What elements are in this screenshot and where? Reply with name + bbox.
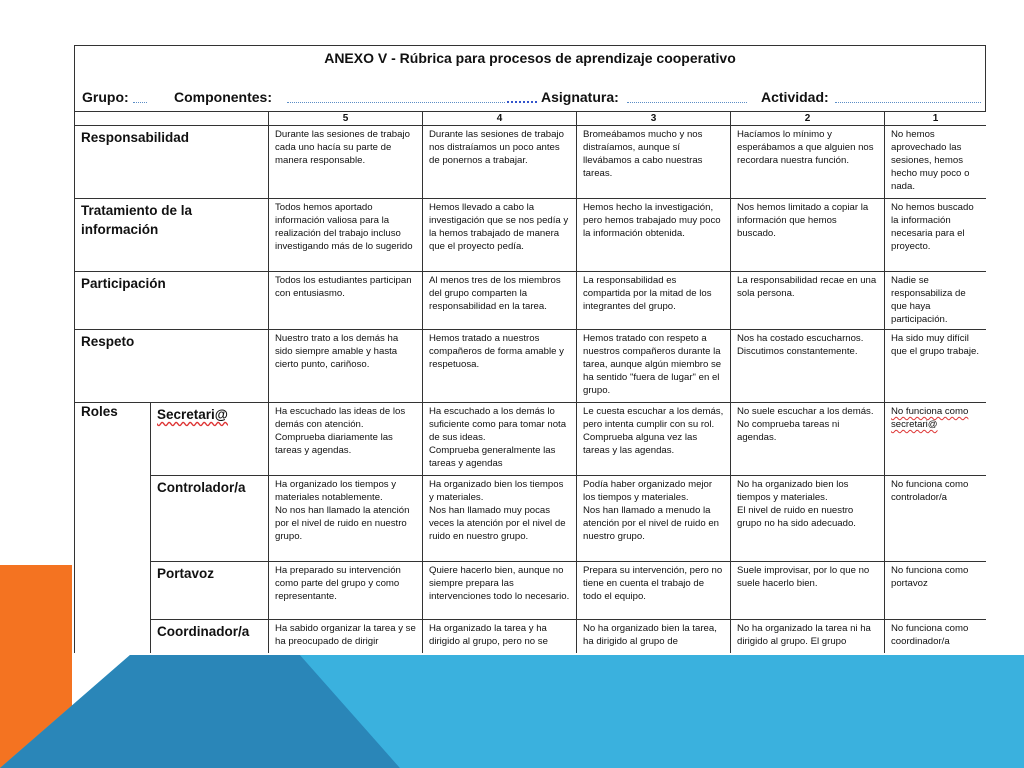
rubric-cell: Durante las sesiones de trabajo nos distraíamos un poco antes de ponernos a trabajar. xyxy=(423,126,577,199)
rubric-cell: Nadie se responsabiliza de que haya participación. xyxy=(885,272,987,330)
rubric-cell: Ha preparado su intervención como parte del grupo y como representante. xyxy=(269,562,423,620)
table-row xyxy=(75,403,987,476)
componentes-field[interactable] xyxy=(287,102,505,103)
asignatura-field[interactable] xyxy=(627,102,747,103)
actividad-field[interactable] xyxy=(835,102,981,103)
rubric-cell-text: No funciona como secretari@ xyxy=(891,406,969,430)
rubric-cell: Hemos tratado con respeto a nuestros compañeros durante la tarea, aunque algún miembro se ha sentido "fuera de lugar" en el grupo. xyxy=(577,330,731,403)
table-row xyxy=(75,126,987,199)
componentes-label: Componentes: xyxy=(174,89,272,105)
rubric-cell: No suele escuchar a los demás. No comprueba tareas ni agendas. xyxy=(731,403,885,476)
rubric-cell: Le cuesta escuchar a los demás, pero intenta cumplir con su rol. Comprueba alguna vez las tareas y las agendas. xyxy=(577,403,731,476)
rubric-cell: Quiere hacerlo bien, aunque no siempre prepara las intervenciones todo lo necesario. xyxy=(423,562,577,620)
rubric-cell: Ha organizado los tiempos y materiales notablemente. No nos han llamado la atención por el nivel de ruido en nuestro grupo. xyxy=(269,476,423,562)
criterion-name: Respeto xyxy=(75,330,269,403)
rubric-cell: No hemos aprovechado las sesiones, hemos hecho muy poco o nada. xyxy=(885,126,987,199)
rubric-cell xyxy=(885,403,987,476)
asignatura-label: Asignatura: xyxy=(541,89,619,105)
table-row xyxy=(75,199,987,272)
criterion-name: Responsabilidad xyxy=(75,126,269,199)
score-header: 3 xyxy=(577,112,731,126)
rubric-header xyxy=(74,45,986,112)
rubric-cell: No ha organizado bien los tiempos y materiales. El nivel de ruido en nuestro grupo no ha sido adecuado. xyxy=(731,476,885,562)
rubric-table xyxy=(74,111,986,653)
rubric-cell: No hemos buscado la información necesaria para el proyecto. xyxy=(885,199,987,272)
score-header: 4 xyxy=(423,112,577,126)
grupo-label: Grupo: xyxy=(82,89,129,105)
rubric-cell: Ha sido muy difícil que el grupo trabaje. xyxy=(885,330,987,403)
rubric-cell: La responsabilidad es compartida por la mitad de los integrantes del grupo. xyxy=(577,272,731,330)
table-row xyxy=(75,620,987,654)
rubric-cell: Ha organizado la tarea y ha dirigido al grupo, pero no se xyxy=(423,620,577,654)
criteria-header-cell xyxy=(75,112,269,126)
actividad-label: Actividad: xyxy=(761,89,829,105)
role-name-text: Secretari@ xyxy=(157,407,228,422)
rubric-cell: Nuestro trato a los demás ha sido siempre amable y hasta cierto punto, cariñoso. xyxy=(269,330,423,403)
score-header-row xyxy=(75,112,987,126)
criterion-name: Participación xyxy=(75,272,269,330)
rubric-cell: Al menos tres de los miembros del grupo comparten la responsabilidad en la tarea. xyxy=(423,272,577,330)
criterion-name: Tratamiento de la información xyxy=(75,199,269,272)
rubric-cell: Hacíamos lo mínimo y esperábamos a que alguien nos recordara nuestra función. xyxy=(731,126,885,199)
rubric-cell: Durante las sesiones de trabajo cada uno hacía su parte de manera responsable. xyxy=(269,126,423,199)
rubric-cell: No ha organizado la tarea ni ha dirigido al grupo. El grupo xyxy=(731,620,885,654)
score-header: 5 xyxy=(269,112,423,126)
rubric-cell: Ha organizado bien los tiempos y materiales. Nos han llamado muy pocas veces la atención por el nivel de ruido en nuestro grupo. xyxy=(423,476,577,562)
rubric-cell: Ha escuchado las ideas de los demás con atención. Comprueba diariamente las tareas y agendas. xyxy=(269,403,423,476)
table-row xyxy=(75,330,987,403)
rubric-cell: Suele improvisar, por lo que no suele hacerlo bien. xyxy=(731,562,885,620)
rubric-cell: Hemos tratado a nuestros compañeros de forma amable y respetuosa. xyxy=(423,330,577,403)
rubric-cell: No funciona como controlador/a xyxy=(885,476,987,562)
score-header: 1 xyxy=(885,112,987,126)
table-row xyxy=(75,476,987,562)
rubric-document xyxy=(74,45,986,653)
rubric-cell: Todos los estudiantes participan con entusiasmo. xyxy=(269,272,423,330)
role-name xyxy=(151,403,269,476)
rubric-cell: Podía haber organizado mejor los tiempos y materiales. Nos han llamado a menudo la atención por el nivel de ruido en nuestro grupo. xyxy=(577,476,731,562)
rubric-cell: Nos ha costado escucharnos. Discutimos constantemente. xyxy=(731,330,885,403)
rubric-cell: Ha escuchado a los demás lo suficiente como para tomar nota de sus ideas. Comprueba generalmente las tareas y agendas xyxy=(423,403,577,476)
rubric-cell: Nos hemos limitado a copiar la información que hemos buscado. xyxy=(731,199,885,272)
rubric-cell: La responsabilidad recae en una sola persona. xyxy=(731,272,885,330)
role-name: Controlador/a xyxy=(151,476,269,562)
blue-light-triangle xyxy=(300,655,1024,768)
rubric-cell: Ha sabido organizar la tarea y se ha preocupado de dirigir xyxy=(269,620,423,654)
table-row xyxy=(75,562,987,620)
score-header: 2 xyxy=(731,112,885,126)
roles-label: Roles xyxy=(75,403,151,654)
rubric-title: ANEXO V - Rúbrica para procesos de aprendizaje cooperativo xyxy=(324,50,736,66)
grupo-field[interactable] xyxy=(133,102,147,103)
rubric-cell: Hemos hecho la investigación, pero hemos trabajado muy poco la información obtenida. xyxy=(577,199,731,272)
rubric-cell: Bromeábamos mucho y nos distraíamos, aunque sí llevábamos a cabo nuestras tareas. xyxy=(577,126,731,199)
table-row xyxy=(75,272,987,330)
rubric-cell: Todos hemos aportado información valiosa para la realización del trabajo incluso investigando más de lo sugerido xyxy=(269,199,423,272)
rubric-cell: No funciona como coordinador/a xyxy=(885,620,987,654)
spellcheck-mark xyxy=(507,101,537,103)
rubric-cell: Hemos llevado a cabo la investigación que se nos pedía y la hemos trabajado de manera que el proyecto pedía. xyxy=(423,199,577,272)
role-name: Portavoz xyxy=(151,562,269,620)
rubric-cell: Prepara su intervención, pero no tiene en cuenta el trabajo de todo el equipo. xyxy=(577,562,731,620)
role-name: Coordinador/a xyxy=(151,620,269,654)
rubric-cell: No funciona como portavoz xyxy=(885,562,987,620)
rubric-cell: No ha organizado bien la tarea, ha dirigido al grupo de xyxy=(577,620,731,654)
